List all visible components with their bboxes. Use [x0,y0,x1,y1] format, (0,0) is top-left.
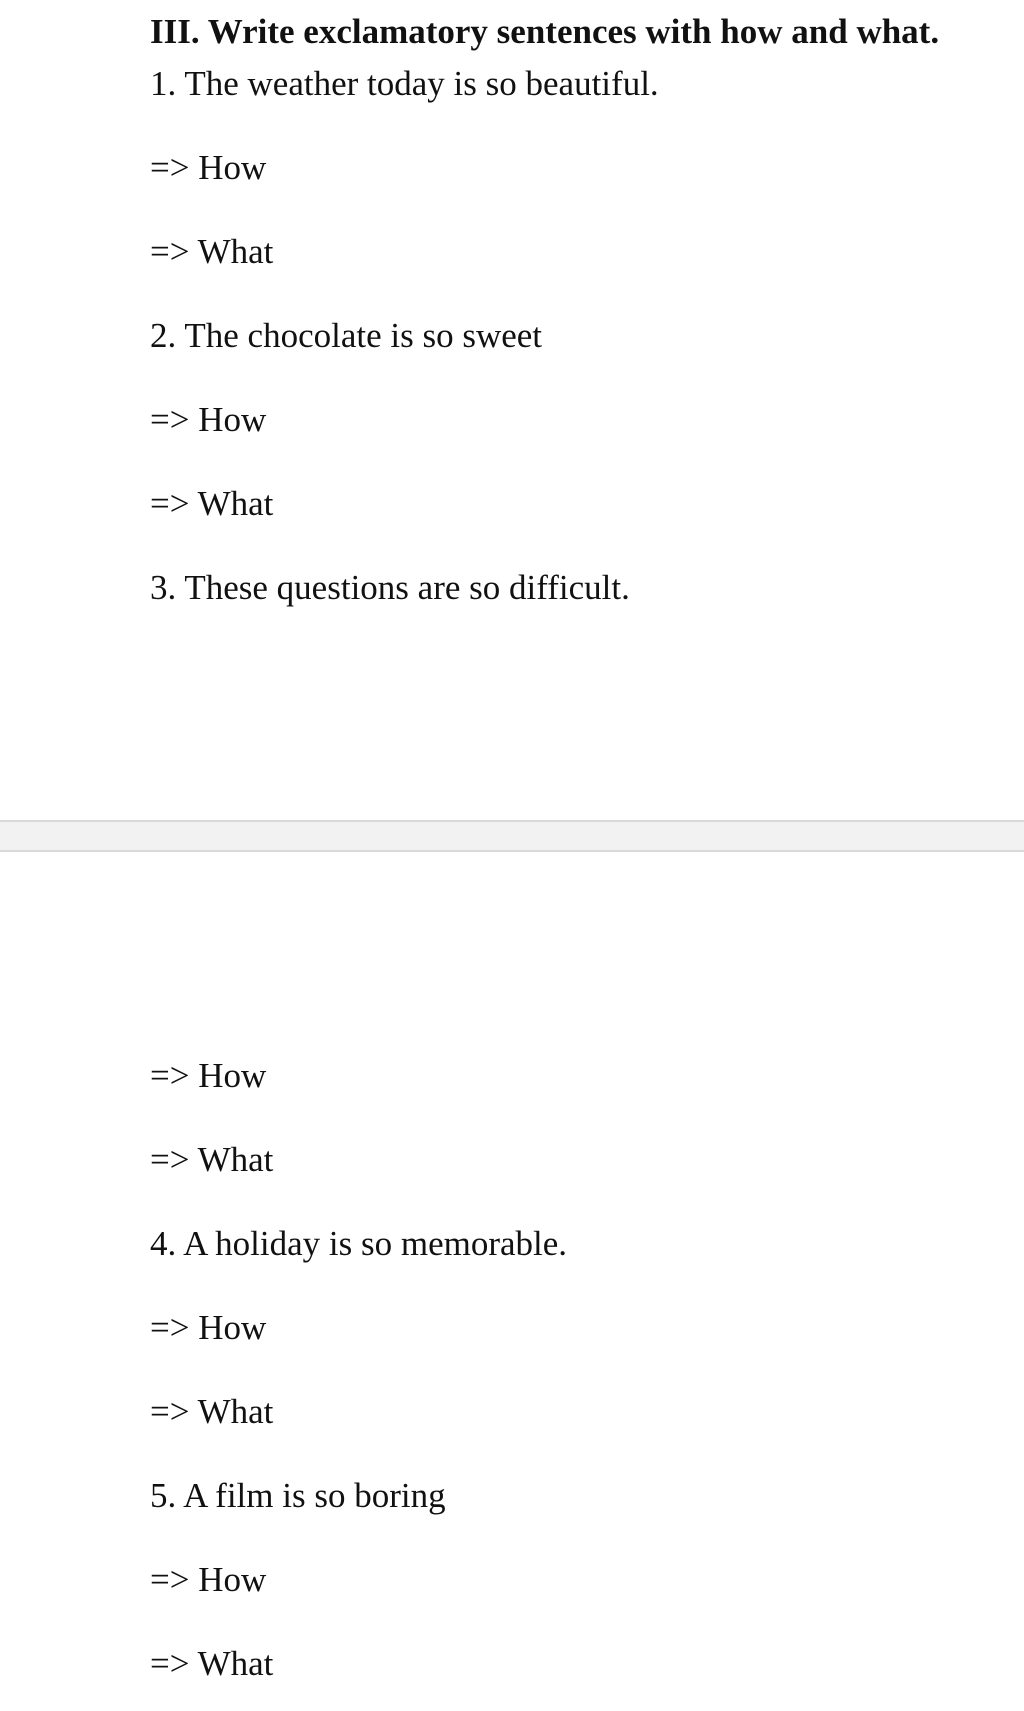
question-4: 4. A holiday is so memorable. [150,1224,568,1263]
answer-line-2-how: => How [150,400,267,439]
answer-line-4-what: => What [150,1392,274,1431]
answer-line-1-what: => What [150,232,274,271]
answer-line-3-how: => How [150,1056,267,1095]
answer-line-5-what: => What [150,1644,274,1683]
exercise-heading: III. Write exclamatory sentences with how and what. [150,12,940,51]
question-5: 5. A film is so boring [150,1476,446,1515]
document-page-2 [0,852,1024,1711]
question-3: 3. These questions are so difficult. [150,568,630,607]
question-2: 2. The chocolate is so sweet [150,316,543,355]
answer-line-1-how: => How [150,148,267,187]
page-break [0,820,1024,852]
question-1: 1. The weather today is so beautiful. [150,64,659,103]
answer-line-5-how: => How [150,1560,267,1599]
answer-line-3-what: => What [150,1140,274,1179]
answer-line-2-what: => What [150,484,274,523]
answer-line-4-how: => How [150,1308,267,1347]
document-page-1 [0,0,1024,820]
